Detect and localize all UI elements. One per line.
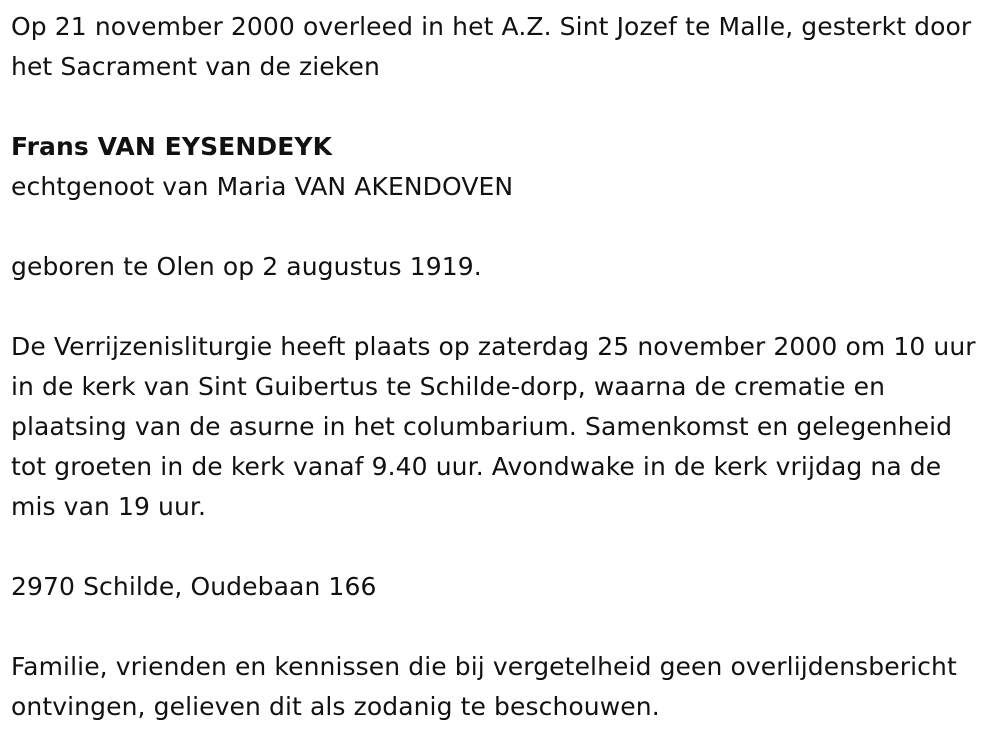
ceremony-text: De Verrijzenisliturgie heeft plaats op zaterdag 25 november 2000 om 10 uur in de kerk van Sint Guibertus te Schilde-dorp, waarna de crematie en plaatsing van de asurne in het columbarium. Samenkomst en gelegenheid tot groeten in de kerk vanaf 9.40 uur. Avondwake in de kerk vrijdag na de mis van 19 uur. [11,332,976,521]
spacer [11,287,991,327]
address-text: 2970 Schilde, Oudebaan 166 [11,572,377,601]
spouse-text: echtgenoot van Maria VAN AKENDOVEN [11,172,514,201]
deceased-name: Frans VAN EYSENDEYK [11,132,333,161]
birth-text: geboren te Olen op 2 augustus 1919. [11,252,482,281]
closing-text: Familie, vrienden en kennissen die bij vergetelheid geen overlijdensbericht ontvingen, gelieven dit als zodanig te beschouwen. [11,652,957,721]
intro-text: Op 21 november 2000 overleed in het A.Z. Sint Jozef te Malle, gesterkt door het Sacrament van de zieken [11,12,972,81]
spacer [11,207,991,247]
spacer [11,607,991,647]
obituary-notice [11,7,991,727]
spacer [11,87,991,127]
spacer [11,527,991,567]
